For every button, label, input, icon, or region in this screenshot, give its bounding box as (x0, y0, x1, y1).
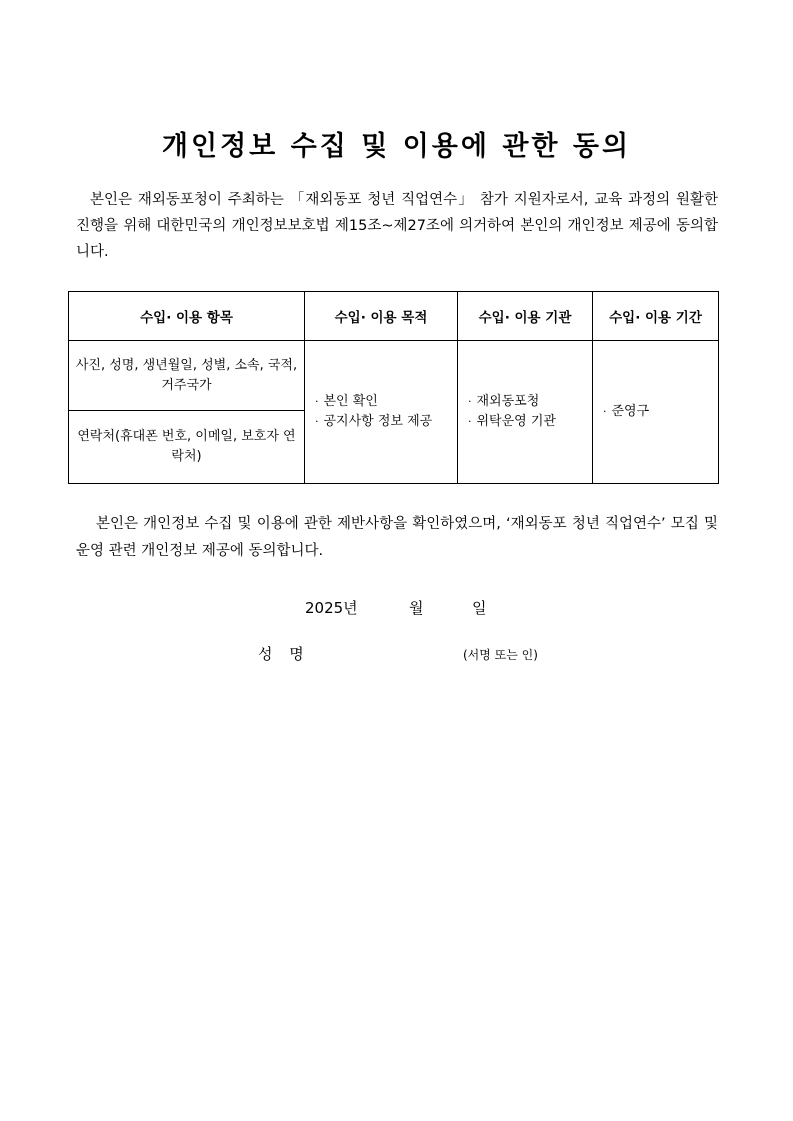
bullet-icon: · (315, 415, 319, 428)
bullet-icon: · (603, 405, 607, 418)
purpose-cell (305, 341, 458, 484)
confirmation-paragraph: 본인은 개인정보 수집 및 이용에 관한 제반사항을 확인하였으며, ‘재외동포 청년 직업연수’ 모집 및 운영 관련 개인정보 제공에 동의합니다. (76, 516, 718, 559)
bullet-icon: · (315, 395, 319, 408)
date-month: 월 (409, 599, 424, 617)
list-item (603, 402, 712, 422)
document-title: 개인정보 수집 및 이용에 관한 동의 (161, 131, 632, 162)
intro-paragraph: 본인은 재외동포청이 주최하는 「재외동포 청년 직업연수」 참가 지원자로서, 교육 과정의 원활한 진행을 위해 대한민국의 개인정보보호법 제15조~제27조에 의거하여 본인의 개인정보 제공에 동의합니다. (76, 192, 718, 260)
item-contact-info: 연락처(휴대폰 번호, 이메일, 보호자 연락처) (69, 411, 305, 484)
period-cell (593, 341, 719, 484)
list-item (468, 392, 586, 412)
date-day: 일 (472, 599, 487, 617)
item-personal-info: 사진, 성명, 생년월일, 성별, 소속, 국적, 거주국가 (69, 341, 305, 411)
date-year: 2025년 (305, 599, 358, 617)
signature-note: (서명 또는 인) (463, 648, 538, 662)
purpose-text: 본인 확인 (323, 394, 378, 409)
header-collect-items: 수입· 이용 항목 (69, 292, 305, 341)
header-collect-period: 수입· 이용 기간 (593, 292, 719, 341)
bullet-icon: · (468, 395, 472, 408)
institution-text: 위탁운영 기관 (476, 414, 556, 429)
list-item (315, 392, 451, 412)
bullet-icon: · (468, 415, 472, 428)
signature-name-label: 성 명 (258, 645, 310, 663)
header-collect-institution: 수입· 이용 기관 (458, 292, 593, 341)
institution-text: 재외동포청 (476, 394, 540, 409)
period-text: 준영구 (611, 404, 650, 419)
consent-table (68, 291, 719, 484)
list-item (315, 412, 451, 432)
list-item (468, 412, 586, 432)
table-header-row (69, 292, 719, 341)
purpose-text: 공지사항 정보 제공 (323, 414, 433, 429)
institution-cell (458, 341, 593, 484)
header-collect-purpose: 수입· 이용 목적 (305, 292, 458, 341)
table-row (69, 341, 719, 411)
